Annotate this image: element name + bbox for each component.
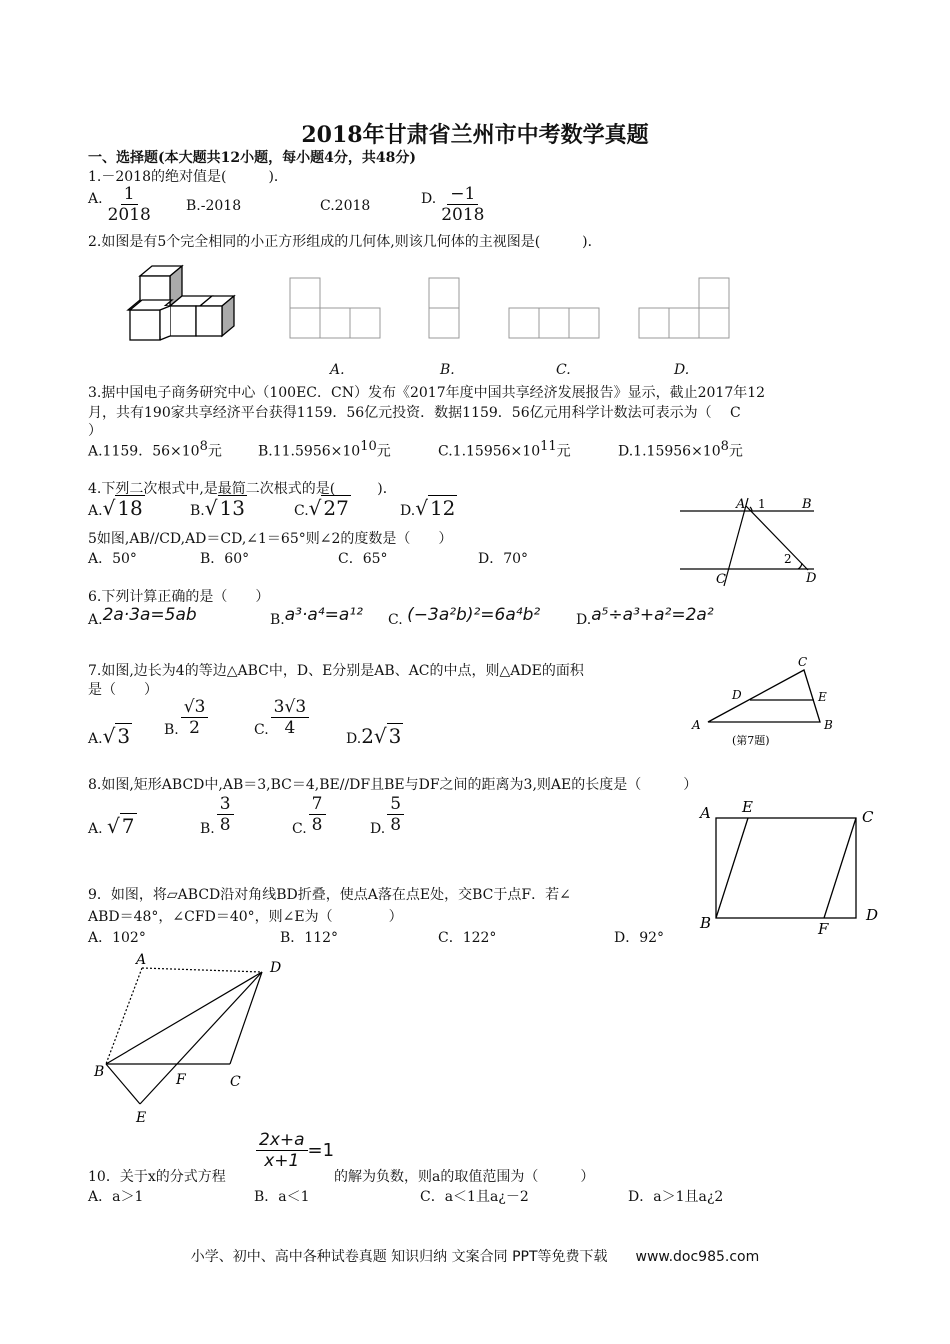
q8-option-d[interactable]: D. $\frac{5}{8}$ — [370, 794, 404, 835]
q10-option-b[interactable]: B．a＜1 — [254, 1189, 310, 1205]
q9-label-b: B — [94, 1064, 105, 1080]
q5-stem: 5如图,AB//CD,AD＝CD,∠1＝65°则∠2的度数是（ ） — [88, 531, 453, 547]
q8-label-d: D — [866, 906, 879, 924]
q4-option-a[interactable]: A.√ 18 — [88, 496, 143, 520]
q9-label-e: E — [136, 1110, 147, 1126]
q7-option-d[interactable]: D.2√ 3 — [346, 724, 402, 748]
q5-option-c[interactable]: C．65° — [338, 551, 388, 567]
q9-option-c[interactable]: C．122° — [438, 930, 497, 946]
q2-option-a-view[interactable] — [289, 276, 385, 342]
q5-label-a: A — [736, 497, 746, 512]
q3-option-d[interactable]: $D.1.15956\times 10^8$元 — [618, 439, 743, 460]
q4-option-c[interactable]: C.√ 27 — [294, 496, 349, 520]
q7-option-c[interactable]: C. $\frac{3√3}{4}$ — [254, 697, 309, 738]
q3-option-b[interactable]: $B.11.5956\times 10^{10}$元 — [258, 439, 391, 460]
q5-option-d[interactable]: D．70° — [478, 551, 529, 567]
q7-label-a: A — [692, 718, 701, 732]
q9-option-b[interactable]: B．112° — [280, 930, 339, 946]
q9-label-a: A — [136, 952, 147, 968]
q5-label-b: B — [802, 497, 812, 512]
q3-stem-line3: ） — [88, 423, 102, 439]
q5-label-d: D — [806, 571, 817, 586]
q9-option-a[interactable]: A．102° — [88, 930, 146, 946]
q3-option-a[interactable]: A.1159．$56\times 10^8$元 — [88, 439, 222, 460]
q3-stem-line2: 月，共有190家共享经济平台获得1159．56亿元投资．数据1159．56亿元用科学计数法可表示为（ C — [88, 405, 741, 421]
q9-label-d: D — [270, 960, 282, 976]
q8-label-b: B — [700, 914, 712, 932]
q1-option-b[interactable]: B.-2018 — [186, 198, 242, 214]
q6-option-b[interactable]: B.a³·a⁴=a¹² — [270, 605, 363, 628]
page-title: 2018年甘肃省兰州市中考数学真题 — [301, 122, 649, 148]
q9-option-d[interactable]: D．92° — [614, 930, 665, 946]
q10-option-a[interactable]: A．a＞1 — [88, 1189, 144, 1205]
q7-stem-line2: 是（ ） — [88, 682, 158, 698]
q9-figure — [90, 948, 290, 1128]
q8-label-e: E — [742, 798, 753, 816]
q5-option-a[interactable]: A．50° — [88, 551, 137, 567]
q9-stem-line1: 9．如图，将▱ABCD沿对角线BD折叠，使点A落在点E处，交BC于点F．若∠ — [88, 887, 571, 903]
page-footer: 小学、初中、高中各种试卷真题 知识归纳 文案合同 PPT等免费下载 www.doc985.com — [190, 1249, 760, 1265]
q6-option-a[interactable]: A.2a·3a=5ab — [88, 605, 197, 628]
q8-label-f: F — [818, 920, 829, 938]
q1-option-a[interactable]: A. $\frac{1}{2018}$ — [88, 184, 151, 225]
q2-label-d: D. — [674, 362, 690, 378]
q2-stem: 2.如图是有5个完全相同的小正方形组成的几何体,则该几何体的主视图是( )． — [88, 234, 602, 250]
q5-option-b[interactable]: B．60° — [200, 551, 250, 567]
q6-option-d[interactable]: D.a⁵÷a³+a²=2a² — [576, 605, 714, 628]
q2-label-c: C. — [556, 362, 571, 378]
q4-option-b[interactable]: B.√ 13 — [190, 496, 245, 520]
q2-option-b-view[interactable] — [428, 276, 464, 342]
q7-label-e: E — [818, 690, 827, 704]
q2-label-a: A. — [330, 362, 345, 378]
q1-option-d[interactable]: D. $\frac{-1}{2018}$ — [421, 184, 485, 225]
q8-option-c[interactable]: C. $\frac{7}{8}$ — [292, 794, 326, 835]
q4-stem: 4.下列二次根式中,是最简二次根式的是( )． — [88, 481, 397, 497]
q8-option-b[interactable]: B. $\frac{3}{8}$ — [200, 794, 234, 835]
q7-figure — [688, 652, 838, 752]
q9-label-c: C — [230, 1074, 241, 1090]
q7-stem-line1: 7.如图,边长为4的等边△ABC中，D、E分别是AB、AC的中点，则△ADE的面积 — [88, 663, 584, 679]
q5-label-2: 2 — [784, 552, 792, 566]
q2-option-d-view[interactable] — [638, 276, 734, 342]
q9-stem-line2: ABD＝48°，∠CFD＝40°，则∠E为（ ） — [88, 909, 403, 925]
q2-label-b: B. — [440, 362, 455, 378]
q7-label-b: B — [824, 718, 833, 732]
q5-label-1: 1 — [758, 497, 766, 511]
q3-option-c[interactable]: $C.1.15956\times 10^{11}$元 — [438, 439, 571, 460]
q9-label-f: F — [176, 1072, 186, 1088]
section-header: 一、选择题(本大题共12小题，每小题4分，共48分) — [88, 150, 416, 166]
q5-figure — [680, 490, 820, 590]
q3-stem-line1: 3.据中国电子商务研究中心（100EC．CN）发布《2017年度中国共享经济发展报告》显示，截止2017年12 — [88, 385, 766, 401]
q10-option-d[interactable]: D．a＞1且a¿2 — [628, 1189, 724, 1205]
q8-stem: 8.如图,矩形ABCD中,AB＝3,BC＝4,BE//DF且BE与DF之间的距离为3,则AE的长度是（ ） — [88, 777, 698, 793]
q8-figure — [696, 796, 886, 940]
q8-option-a[interactable]: A. √ 7 — [88, 814, 135, 838]
q6-stem: 6.下列计算正确的是（ ） — [88, 589, 270, 605]
q1-stem: 1.－2018的绝对值是( )． — [88, 169, 288, 185]
q7-label-c: C — [798, 655, 808, 669]
q2-option-c-view[interactable] — [508, 306, 604, 342]
q7-option-b[interactable]: B. $\frac{√3}{2}$ — [164, 697, 208, 738]
q10-option-c[interactable]: C．a＜1且a¿－2 — [420, 1189, 529, 1205]
q8-label-c: C — [862, 808, 874, 826]
q2-solid-figure — [126, 262, 238, 342]
q8-label-a: A — [700, 804, 711, 822]
q6-option-c[interactable]: C. (−3a²b)²=6a⁴b² — [388, 605, 541, 628]
q7-label-d: D — [732, 688, 742, 702]
q10-stem-suffix: 的解为负数，则a的取值范围为（ ） — [334, 1169, 595, 1185]
q4-option-d[interactable]: D.√ 12 — [400, 496, 456, 520]
q5-label-c: C — [716, 572, 726, 587]
q10-equation: $\frac{2x+a}{x+1}$ =1 — [254, 1130, 334, 1171]
q7-figure-caption: (第7题) — [732, 734, 770, 747]
q10-stem-prefix: 10．关于x的分式方程 — [88, 1169, 226, 1185]
q1-option-c[interactable]: C.2018 — [320, 198, 371, 214]
q7-option-a[interactable]: A.√ 3 — [88, 724, 131, 748]
